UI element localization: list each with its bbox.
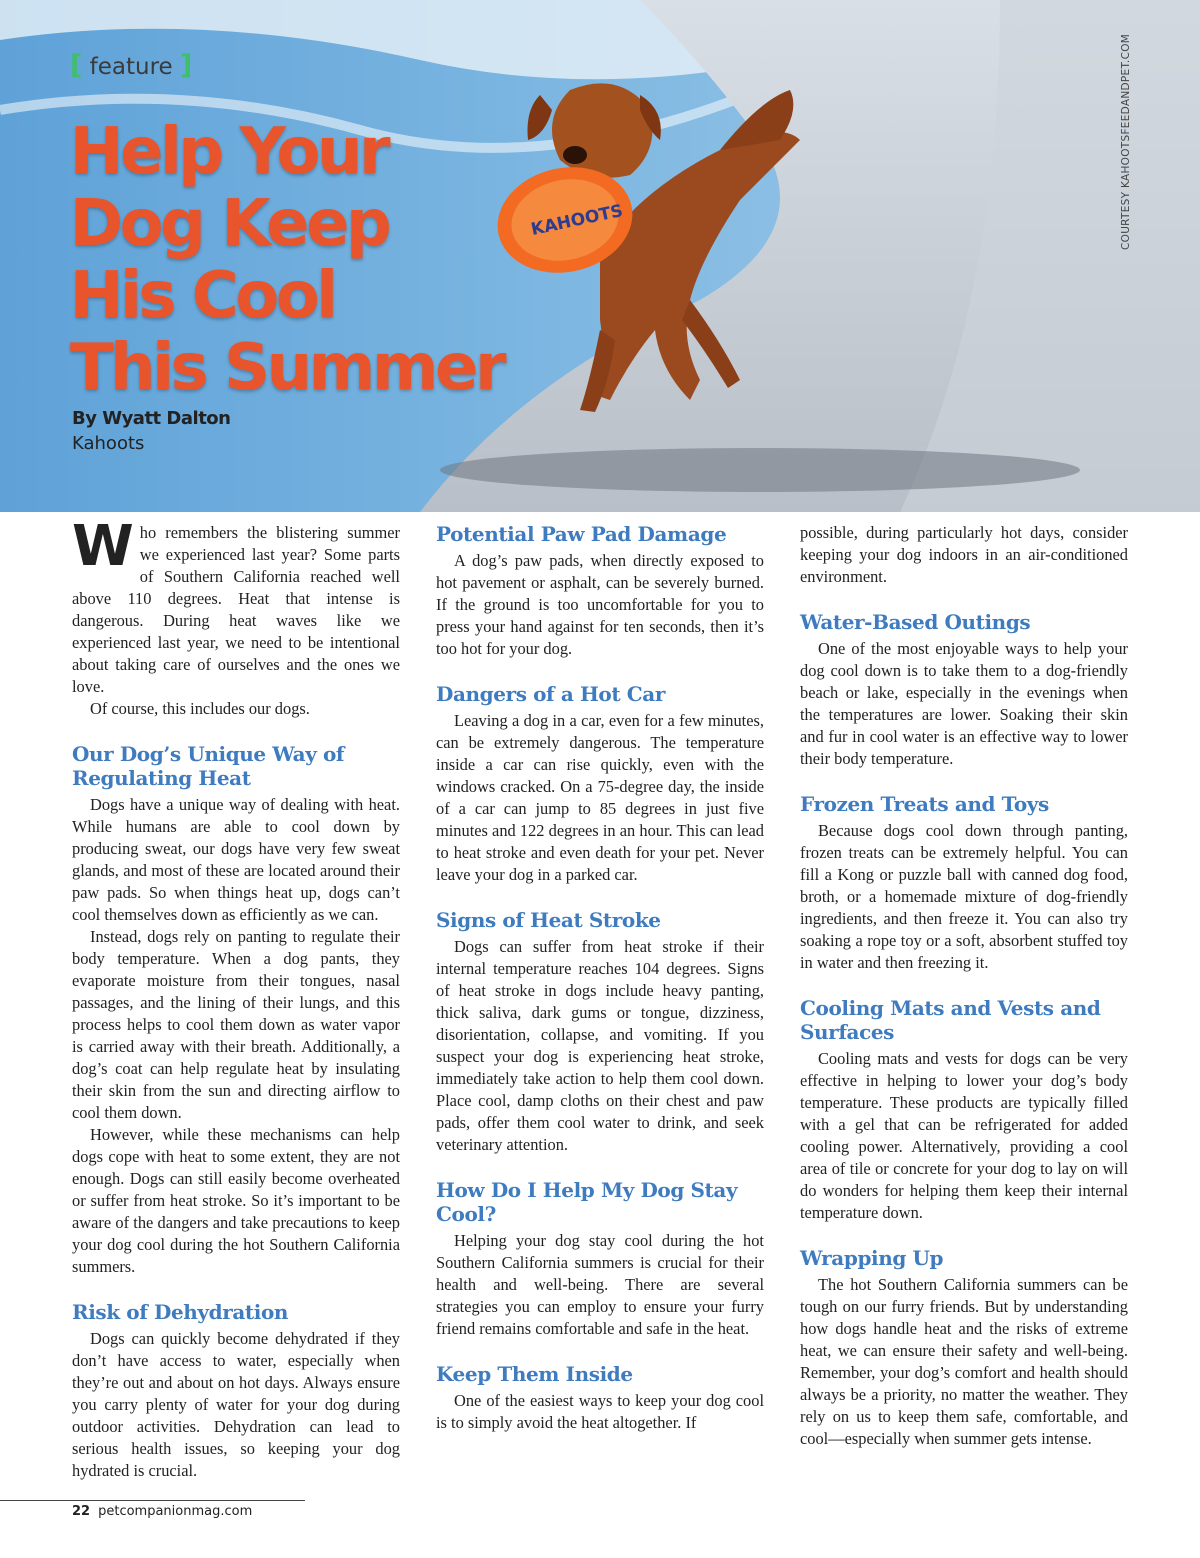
heading-cooling-mats: Cooling Mats and Vests and Surfaces <box>800 996 1101 1044</box>
intro-paragraph-2: Of course, this includes our dogs. <box>90 699 310 718</box>
intro-paragraph: Who remembers the blistering summer we experienced last year? Some parts of Southern California reached well above 110 degrees. Heat that intense is dangerous. During heat waves like we experienced last year, we need to be intentional about taking care of ourselves and the ones we love. <box>72 514 400 696</box>
page-footer <box>72 1504 252 1519</box>
heading-unique-way: Our Dog’s Unique Way of Regulating Heat <box>72 742 345 790</box>
paragraph: Dogs have a unique way of dealing with heat. While humans are able to cool down by producing sweat, our dogs have very few sweat glands, and most of these are located around their paw pads. So when things heat up, dogs can’t cool themselves down as efficiently as we can. <box>72 795 400 924</box>
photo-credit: COURTESY KAHOOTSFEEDANDPET.COM <box>1120 33 1132 250</box>
paragraph: One of the easiest ways to keep your dog cool is to simply avoid the heat altogether. If <box>436 1391 764 1432</box>
footer-rule <box>0 1500 305 1501</box>
paragraph: Leaving a dog in a car, even for a few minutes, can be extremely dangerous. The temperature inside a car can rise quickly, even with the windows cracked. On a 75-degree day, the inside of a car can jump to 85 degrees in just five minutes and 122 degrees in an hour. This can lead to heat stroke and even death for your pet. Never leave your dog in a parked car. <box>436 711 764 884</box>
article-column-2 <box>436 522 764 1434</box>
paragraph: Cooling mats and vests for dogs can be very effective in helping to lower your dog’s body temperature. These products are typically filled with a gel that can be refrigerated for added cooling power. Alternatively, providing a cool area of tile or concrete for your dog to lay on will do wonders for helping them keep their internal temperature down. <box>800 1049 1128 1222</box>
hero-photo <box>0 0 1200 512</box>
paragraph: The hot Southern California summers can be tough on our furry friends. But by understanding how dogs handle heat and the risks of extreme heat, we can ensure their safety and well-being. Remember, your dog’s comfort and health should always be a priority, no matter the weather. They rely on us to keep them safe, comfortable, and cool—especially when summer gets intense. <box>800 1275 1128 1448</box>
paragraph: Because dogs cool down through panting, frozen treats can be extremely helpful. You can fill a Kong or puzzle ball with canned dog food, broth, or a homemade mixture of dog-friendly ingredients, and then freeze it. You can also try soaking a rope toy or a soft, absorbent stuffed toy in water and then freezing it. <box>800 821 1128 972</box>
paragraph: Helping your dog stay cool during the hot Southern California summers is crucial for their health and well-being. There are several strategies you can employ to ensure your furry friend remains comfortable and safe in the heat. <box>436 1231 764 1338</box>
paragraph: Instead, dogs rely on panting to regulate their body temperature. When a dog pants, they evaporate moisture from their tongues, nasal passages, and the lining of their lungs, and this process helps to cool them down as water vapor is carried away with their breath. Additionally, a dog’s coat can help regulate heat by insulating their skin from the sun and directing airflow to cool them down. <box>72 927 400 1122</box>
article-column-1 <box>72 514 400 1482</box>
paragraph: Dogs can quickly become dehydrated if they don’t have access to water, especially when they’re out and about on hot days. Always ensure you carry plenty of water for your dog during outdoor activities. Dehydration can lead to serious health issues, so keeping your dog hydrated is crucial. <box>72 1329 400 1480</box>
heading-stay-cool: How Do I Help My Dog Stay Cool? <box>436 1178 738 1226</box>
page-number: 22 <box>72 1504 91 1519</box>
paragraph: Dogs can suffer from heat stroke if their internal temperature reaches 104 degrees. Signs of heat stroke in dogs include heavy panting, thick saliva, dark gums or tongue, dizziness, disorientation, collapse, and vomiting. If you suspect your dog is experiencing heat stroke, immediately take action to help them cool down. Place cool, damp cloths on their chest and paw pads, offer them cool water to drink, and seek veterinary attention. <box>436 937 764 1154</box>
svg-text:KAHOOTS: KAHOOTS <box>529 201 625 240</box>
heading-dehydration: Risk of Dehydration <box>72 1300 289 1324</box>
heading-wrapping-up: Wrapping Up <box>800 1246 944 1270</box>
heading-hot-car: Dangers of a Hot Car <box>436 682 665 706</box>
paragraph: However, while these mechanisms can help dogs cope with heat to some extent, they are not enough. Dogs can still easily become overheated or suffer from heat stroke. So it’s important to be aware of the dangers and take precautions to keep your dog cool during the hot Southern California summers. <box>72 1125 400 1276</box>
drop-cap: W <box>72 514 134 579</box>
article-column-3 <box>800 522 1128 1450</box>
section-kicker: [ feature ] <box>70 50 193 81</box>
paragraph: One of the most enjoyable ways to help your dog cool down is to take them to a dog-friendly beach or lake, especially in the evenings when the temperatures are lower. Soaking their skin and fur in cool water is an effective way to lower their body temperature. <box>800 639 1128 768</box>
paragraph: possible, during particularly hot days, consider keeping your dog indoors in an air-conditioned environment. <box>800 523 1128 586</box>
heading-paw-pad: Potential Paw Pad Damage <box>436 522 727 546</box>
heading-frozen-treats: Frozen Treats and Toys <box>800 792 1049 816</box>
article-title: Help Your Dog Keep His Cool This Summer <box>70 115 504 405</box>
heading-keep-inside: Keep Them Inside <box>436 1362 633 1386</box>
site-url: petcompanionmag.com <box>98 1504 253 1519</box>
paragraph: A dog’s paw pads, when directly exposed to hot pavement or asphalt, can be severely burned. If the ground is too uncomfortable for you to press your hand against for ten seconds, then it’s too hot for your dog. <box>436 551 764 658</box>
author-organization: Kahoots <box>72 433 145 454</box>
author-byline: By Wyatt Dalton <box>72 408 231 429</box>
heading-heat-stroke: Signs of Heat Stroke <box>436 908 661 932</box>
heading-water-outings: Water-Based Outings <box>800 610 1031 634</box>
